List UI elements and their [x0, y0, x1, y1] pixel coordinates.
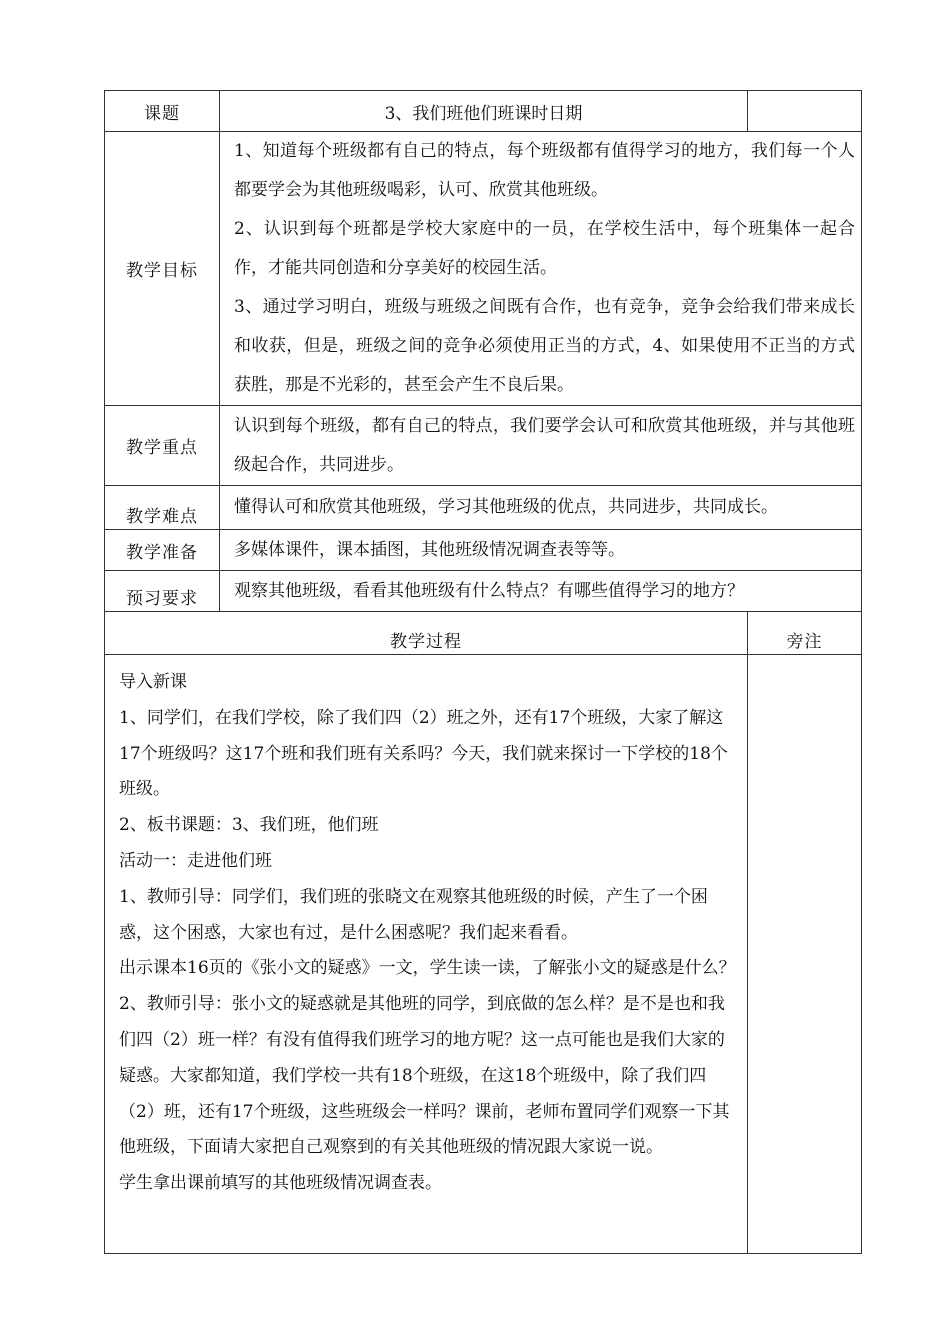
objective-item: 3、通过学习明白，班级与班级之间既有合作，也有竞争，竞争会给我们带来成长和收获，但是，班级之间的竞争必须使用正当的方式，4、如果使用不正当的方式获胜，那是不光彩的，甚至会产生不良后果。: [234, 297, 855, 395]
notes-column: [748, 655, 862, 1254]
process-paragraph: 2、板书课题：3、我们班，他们班: [119, 815, 379, 836]
process-paragraph: 出示课本16页的《张小文的疑惑》一文，学生读一读，了解张小文的疑惑是什么？: [119, 958, 736, 979]
objective-item: 1、知道每个班级都有自己的特点，每个班级都有值得学习的地方，我们每一个人都要学会为其他班级喝彩，认可、欣赏其他班级。: [234, 141, 855, 200]
process-paragraph: 1、教师引导：同学们，我们班的张晓文在观察其他班级的时候，产生了一个困惑，这个困惑，大家也有过，是什么困惑呢？我们起来看看。: [119, 886, 708, 943]
objective-item: 2、认识到每个班都是学校大家庭中的一员，在学校生活中，每个班集体一起合作，才能共同创造和分享美好的校园生活。: [234, 219, 855, 278]
preparation-content: [220, 530, 862, 571]
topic-label: 课题: [105, 91, 220, 132]
lesson-plan-table: [104, 90, 862, 1254]
process-row: [105, 655, 862, 1254]
notes-header: 旁注: [748, 612, 862, 655]
lesson-title: 3、我们班他们班课时日期: [220, 91, 748, 132]
process-paragraph: 导入新课: [119, 672, 187, 692]
date-cell: [748, 91, 862, 132]
preparation-row: [105, 530, 862, 571]
process-content: [105, 655, 748, 1254]
key-points-content: [220, 406, 862, 486]
difficulties-label: 教学难点: [105, 486, 220, 530]
objectives-label: 教学目标: [105, 132, 220, 406]
difficulties-row: [105, 486, 862, 530]
title-row: [105, 91, 862, 132]
difficulties-content: [220, 486, 862, 530]
process-paragraph: 活动一：走进他们班: [119, 850, 272, 871]
process-header-row: [105, 612, 862, 655]
process-paragraph: 2、教师引导：张小文的疑惑就是其他班的同学，到底做的怎么样？是不是也和我们四（2）班一样？有没有值得我们班学习的地方呢？这一点可能也是我们大家的疑惑。大家都知道，我们学校一共有18个班级，在这18个班级中，除了我们四（2）班，还有17个班级，这些班级会一样吗？课前，老师布置同学们观察一下其他班级，下面请大家把自己观察到的有关其他班级的情况跟大家说一说。: [119, 994, 730, 1158]
key-points-row: [105, 406, 862, 486]
difficulties-text: 懂得认可和欣赏其他班级，学习其他班级的优点，共同进步，共同成长。: [234, 497, 778, 517]
preview-row: [105, 571, 862, 612]
key-points-text: 认识到每个班级，都有自己的特点，我们要学会认可和欣赏其他班级，并与其他班级起合作，共同进步。: [234, 415, 855, 475]
preview-label: 预习要求: [105, 571, 220, 612]
preparation-text: 多媒体课件，课本插图，其他班级情况调查表等等。: [234, 539, 625, 560]
process-paragraph: 1、同学们，在我们学校，除了我们四（2）班之外，还有17个班级，大家了解这17个班级吗？这17个班和我们班有关系吗？今天，我们就来探讨一下学校的18个班级。: [119, 707, 728, 800]
preparation-label: 教学准备: [105, 530, 220, 571]
process-header: 教学过程: [105, 612, 748, 655]
process-paragraph: 学生拿出课前填写的其他班级情况调查表。: [119, 1173, 442, 1194]
preview-text: 观察其他班级，看看其他班级有什么特点？有哪些值得学习的地方？: [234, 580, 744, 601]
preview-content: [220, 571, 862, 612]
objectives-content: [220, 132, 862, 406]
key-points-label: 教学重点: [105, 406, 220, 486]
objectives-row: [105, 132, 862, 406]
